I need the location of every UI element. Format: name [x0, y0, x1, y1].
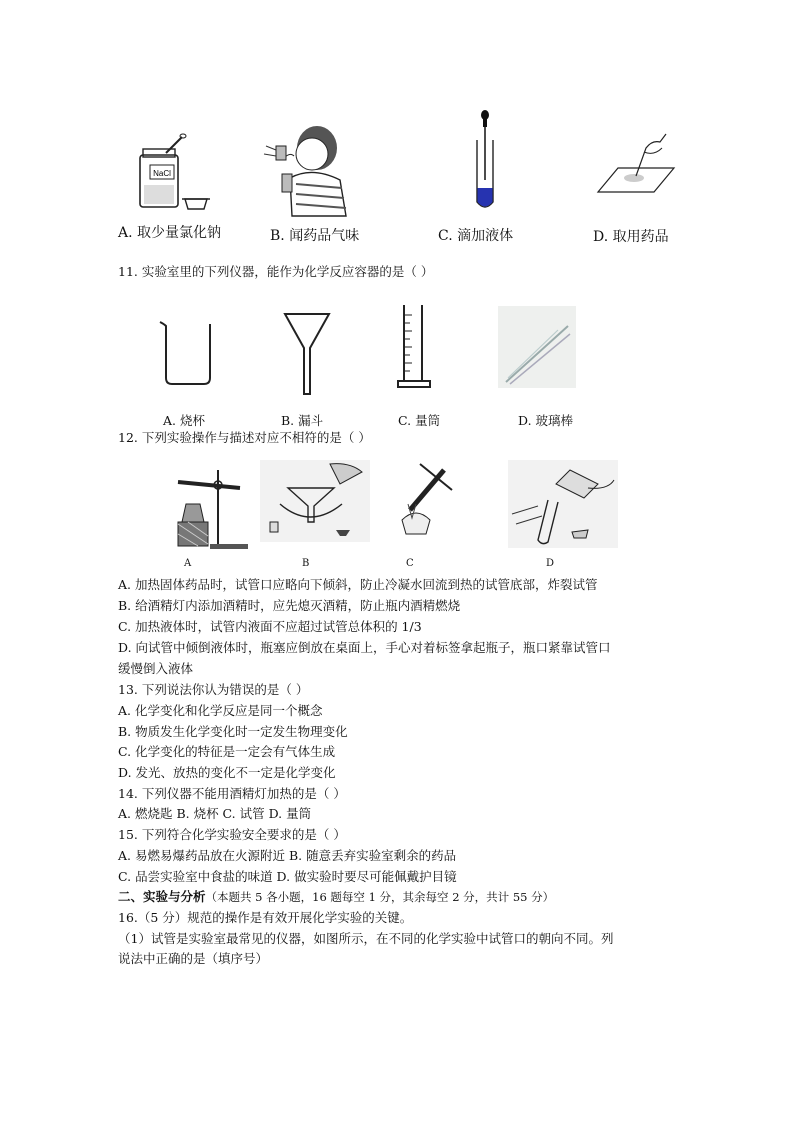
q15-options-line1: A. 易燃易爆药品放在火源附近 B. 随意丢弃实验室剩余的药品	[118, 848, 457, 863]
dropper-test-tube-figure	[470, 110, 500, 215]
q12-figure-label-a: A	[184, 558, 192, 569]
q13-option-b: B. 物质发生化学变化时一定发生物理变化	[118, 724, 348, 739]
hand-on-paper-figure	[596, 130, 676, 200]
q11-option-b: B. 漏斗	[281, 413, 324, 428]
q10-option-a: A. 取少量氯化钠	[118, 225, 222, 241]
q12-figure-label-b: B	[302, 558, 310, 569]
pouring-liquid-figure	[508, 460, 618, 548]
salt-jar-spatula-figure	[130, 135, 220, 215]
funnel-icon	[283, 312, 331, 396]
glass-rod-icon	[498, 306, 576, 388]
q12-option-d: D. 向试管中倾倒液体时，瓶塞应倒放在桌面上，手心对着标签拿起瓶子，瓶口紧靠试管口	[118, 640, 611, 655]
q13-option-a: A. 化学变化和化学反应是同一个概念	[118, 703, 323, 718]
q12-option-c: C. 加热液体时，试管内液面不应超过试管总体积的 1/3	[118, 619, 422, 634]
adding-alcohol-figure	[260, 460, 370, 542]
heating-solid-apparatus-figure	[170, 464, 250, 550]
q12-option-b: B. 给酒精灯内添加酒精时，应先熄灭酒精，防止瓶内酒精燃烧	[118, 598, 461, 613]
q10-option-b: B. 闻药品气味	[270, 228, 360, 244]
q12-figure-label-c: C	[406, 558, 414, 569]
q16-part1-line2: 说法中正确的是（填序号）	[118, 951, 269, 966]
q12-option-d-continued: 缓慢倒入液体	[118, 661, 194, 676]
q11-question: 11. 实验室里的下列仪器，能作为化学反应容器的是（ ）	[118, 264, 434, 279]
q15-question: 15. 下列符合化学实验安全要求的是（ ）	[118, 827, 346, 842]
section-heading	[118, 889, 554, 905]
q13-option-c: C. 化学变化的特征是一定会有气体生成	[118, 744, 336, 759]
q12-option-a: A. 加热固体药品时，试管口应略向下倾斜，防止冷凝水回流到热的试管底部，炸裂试管	[118, 577, 598, 592]
section-note: （本题共 5 各小题，16 题每空 1 分，其余每空 2 分，共计 55 分）	[205, 890, 555, 904]
q12-figure-label-d: D	[546, 558, 555, 569]
q12-question: 12. 下列实验操作与描述对应不相符的是（ ）	[118, 430, 371, 445]
q10-option-d: D. 取用药品	[593, 229, 669, 245]
q11-option-c: C. 量筒	[398, 413, 441, 428]
q14-options: A. 燃烧匙 B. 烧杯 C. 试管 D. 量筒	[118, 806, 312, 821]
q15-options-line2: C. 品尝实验室中食盐的味道 D. 做实验时要尽可能佩戴护目镜	[118, 869, 457, 884]
q10-option-c: C. 滴加液体	[438, 228, 514, 244]
section-title: 二、实验与分析	[118, 889, 206, 904]
heating-liquid-figure	[392, 460, 454, 546]
q16-part1-line1: （1）试管是实验室最常见的仪器，如图所示，在不同的化学实验中试管口的朝向不同。列	[118, 931, 614, 946]
boy-smelling-figure	[262, 118, 352, 218]
q16-stem: 16.（5 分）规范的操作是有效开展化学实验的关键。	[118, 910, 413, 925]
graduated-cylinder-icon	[396, 303, 432, 389]
q11-option-a: A. 烧杯	[163, 413, 205, 428]
q13-question: 13. 下列说法你认为错误的是（ ）	[118, 682, 309, 697]
q11-option-d: D. 玻璃棒	[518, 413, 574, 428]
q13-option-d: D. 发光、放热的变化不一定是化学变化	[118, 765, 336, 780]
beaker-icon	[158, 320, 214, 386]
q14-question: 14. 下列仪器不能用酒精灯加热的是（ ）	[118, 786, 346, 801]
nacl-label: NaCl	[153, 169, 171, 178]
